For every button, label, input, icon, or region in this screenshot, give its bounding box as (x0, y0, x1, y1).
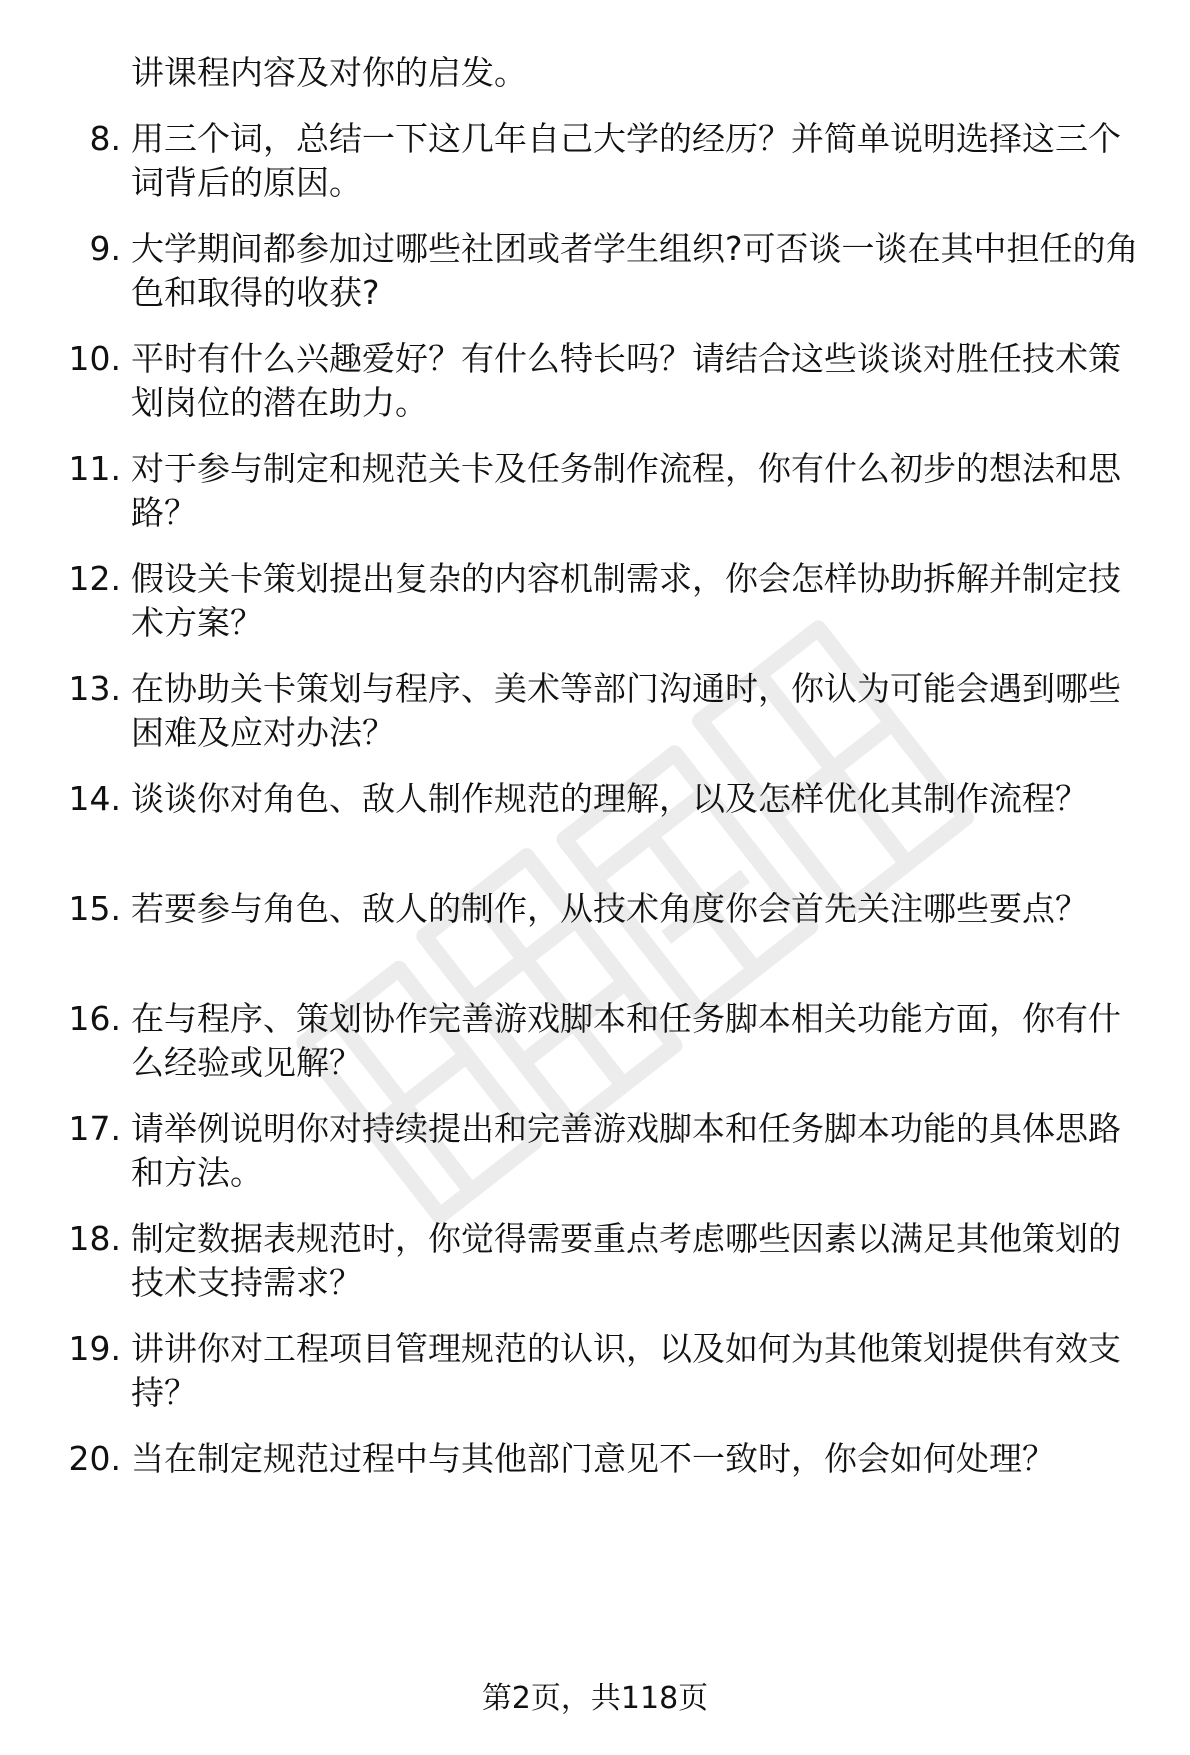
item-text: 大学期间都参加过哪些社团或者学生组织?可否谈一谈在其中担任的角色和取得的收获? (131, 229, 1139, 312)
item-number: 8. (89, 119, 121, 158)
item-number: 13. (68, 669, 121, 708)
item-number: 20. (68, 1439, 121, 1478)
item-text: 假设关卡策划提出复杂的内容机制需求，你会怎样协助拆解并制定技术方案？ (131, 559, 1121, 642)
item-text: 对于参与制定和规范关卡及任务制作流程，你有什么初步的想法和思路？ (131, 449, 1121, 532)
item-number: 19. (68, 1329, 121, 1368)
item-text: 当在制定规范过程中与其他部门意见不一致时，你会如何处理？ (131, 1439, 1055, 1478)
item-text: 请举例说明你对持续提出和完善游戏脚本和任务脚本功能的具体思路和方法。 (131, 1109, 1121, 1192)
page-footer: 第2页，共118页 (481, 1681, 709, 1716)
item-number: 9. (89, 229, 121, 268)
item-text: 谈谈你对角色、敌人制作规范的理解，以及怎样优化其制作流程？ (131, 779, 1088, 818)
item-text: 在与程序、策划协作完善游戏脚本和任务脚本相关功能方面，你有什么经验或见解？ (131, 999, 1121, 1082)
item-number: 18. (68, 1219, 121, 1258)
item-text: 讲讲你对工程项目管理规范的认识，以及如何为其他策划提供有效支持？ (131, 1329, 1121, 1412)
item-number: 14. (68, 779, 121, 818)
item-text: 在协助关卡策划与程序、美术等部门沟通时，你认为可能会遇到哪些困难及应对办法？ (131, 669, 1121, 752)
item-number: 17. (68, 1109, 121, 1148)
item-text: 制定数据表规范时，你觉得需要重点考虑哪些因素以满足其他策划的技术支持需求？ (131, 1219, 1121, 1302)
item-text: 平时有什么兴趣爱好？有什么特长吗？请结合这些谈谈对胜任技术策划岗位的潜在助力。 (131, 339, 1121, 422)
item-number: 12. (68, 559, 121, 598)
item-number: 11. (68, 449, 121, 488)
item-number: 16. (68, 999, 121, 1038)
item-text: 用三个词，总结一下这几年自己大学的经历？并简单说明选择这三个词背后的原因。 (131, 119, 1121, 202)
item-text: 若要参与角色、敌人的制作，从技术角度你会首先关注哪些要点？ (131, 889, 1088, 928)
item-number: 10. (68, 339, 121, 378)
item-number: 15. (68, 889, 121, 928)
continued-text: 讲课程内容及对你的启发。 (131, 53, 527, 92)
